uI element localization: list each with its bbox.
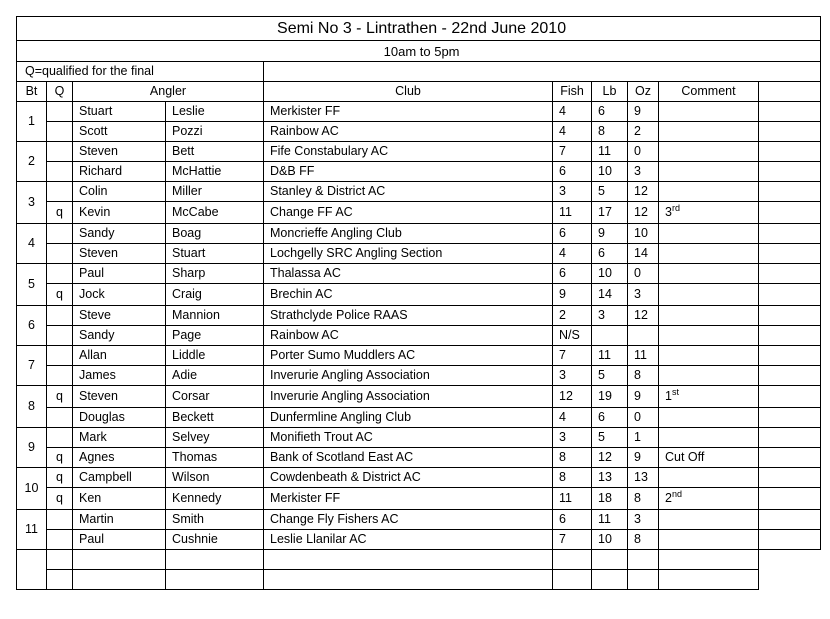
fish-count: 3 [553,366,592,386]
club-name: Rainbow AC [264,122,553,142]
angler-first-name: Sandy [73,326,166,346]
table-row [17,102,821,122]
blank-cell [659,550,759,570]
comment [659,162,759,182]
angler-last-name: Bett [166,142,264,162]
angler-last-name: Stuart [166,244,264,264]
weight-lb: 13 [592,468,628,488]
weight-oz: 2 [628,122,659,142]
club-name: Rainbow AC [264,326,553,346]
comment [659,448,759,468]
angler-first-name: Richard [73,162,166,182]
club-name: Leslie Llanilar AC [264,530,553,550]
qualified-mark [47,244,73,264]
angler-first-name: James [73,366,166,386]
weight-oz: 0 [628,408,659,428]
header-bt: Bt [17,82,47,102]
comment [659,244,759,264]
extra-cell [759,122,821,142]
table-row [17,346,821,366]
blank-cell [47,550,73,570]
weight-oz: 0 [628,264,659,284]
club-name: Fife Constabulary AC [264,142,553,162]
boat-number: 10 [17,468,47,510]
comment [659,142,759,162]
angler-last-name: Sharp [166,264,264,284]
comment [659,510,759,530]
comment [659,122,759,142]
qualified-mark [47,264,73,284]
extra-cell [759,202,821,224]
club-name: Brechin AC [264,284,553,306]
weight-lb: 18 [592,488,628,510]
club-name: Merkister FF [264,488,553,510]
blank-cell [592,550,628,570]
weight-lb: 6 [592,244,628,264]
boat-number: 7 [17,346,47,386]
weight-oz: 3 [628,284,659,306]
blank-cell [264,550,553,570]
blank-boat-cell [17,550,47,590]
weight-oz: 14 [628,244,659,264]
weight-oz: 8 [628,488,659,510]
table-row [17,510,821,530]
weight-oz: 11 [628,346,659,366]
weight-lb: 14 [592,284,628,306]
qualified-mark [47,224,73,244]
weight-lb: 10 [592,530,628,550]
weight-oz: 0 [628,142,659,162]
club-name: Change Fly Fishers AC [264,510,553,530]
table-row [17,468,821,488]
weight-oz [628,326,659,346]
boat-number: 8 [17,386,47,428]
club-name: Bank of Scotland East AC [264,448,553,468]
weight-lb: 11 [592,510,628,530]
weight-lb: 3 [592,306,628,326]
angler-last-name: Beckett [166,408,264,428]
angler-last-name: Miller [166,182,264,202]
angler-first-name: Steven [73,244,166,264]
angler-first-name: Steven [73,386,166,408]
table-row [17,182,821,202]
weight-lb: 12 [592,448,628,468]
angler-last-name: Adie [166,366,264,386]
angler-last-name: Boag [166,224,264,244]
extra-cell [759,428,821,448]
extra-cell [759,448,821,468]
header-row [17,82,821,102]
qualified-mark [47,162,73,182]
extra-cell [759,162,821,182]
weight-lb: 6 [592,408,628,428]
extra-cell [759,408,821,428]
boat-number: 11 [17,510,47,550]
blank-cell [73,550,166,570]
club-name: Cowdenbeath & District AC [264,468,553,488]
extra-cell [759,142,821,162]
weight-oz: 12 [628,202,659,224]
comment [659,202,759,224]
fish-count: 2 [553,306,592,326]
comment [659,306,759,326]
qualified-mark [47,102,73,122]
results-table [16,16,821,590]
extra-cell [759,468,821,488]
angler-last-name: Pozzi [166,122,264,142]
extra-cell [759,102,821,122]
qualified-mark [47,306,73,326]
angler-first-name: Sandy [73,224,166,244]
club-name: Porter Sumo Muddlers AC [264,346,553,366]
extra-cell [759,306,821,326]
table-row [17,448,821,468]
club-name: Stanley & District AC [264,182,553,202]
table-row [17,428,821,448]
weight-lb: 5 [592,366,628,386]
weight-lb: 5 [592,182,628,202]
fish-count: 6 [553,264,592,284]
angler-last-name: Cushnie [166,530,264,550]
comment [659,366,759,386]
header-comment: Comment [659,82,759,102]
table-row [17,284,821,306]
table-row [17,142,821,162]
blank-cell [553,570,592,590]
blank-cell [166,570,264,590]
table-row [17,202,821,224]
weight-lb [592,326,628,346]
angler-last-name: Selvey [166,428,264,448]
angler-first-name: Martin [73,510,166,530]
angler-last-name: Craig [166,284,264,306]
angler-first-name: Steve [73,306,166,326]
weight-oz: 1 [628,428,659,448]
extra-cell [759,264,821,284]
comment [659,408,759,428]
qualified-mark [47,346,73,366]
blank-cell [166,550,264,570]
qualified-mark [47,510,73,530]
qualified-mark: q [47,448,73,468]
fish-count: 6 [553,510,592,530]
blank-cell [659,570,759,590]
boat-number: 3 [17,182,47,224]
weight-oz: 3 [628,162,659,182]
angler-first-name: Colin [73,182,166,202]
boat-number: 2 [17,142,47,182]
boat-number: 1 [17,102,47,142]
qualified-mark: q [47,386,73,408]
blank-row [17,570,821,590]
blank-cell [553,550,592,570]
extra-cell [759,224,821,244]
extra-cell [759,530,821,550]
extra-cell [759,488,821,510]
boat-number: 4 [17,224,47,264]
angler-first-name: Paul [73,530,166,550]
table-row [17,122,821,142]
fish-count: 7 [553,142,592,162]
comment-ordinal-suffix: st [671,386,679,397]
time-range: 10am to 5pm [17,41,821,62]
angler-first-name: Douglas [73,408,166,428]
angler-first-name: Ken [73,488,166,510]
fish-count: 11 [553,488,592,510]
qualified-mark [47,530,73,550]
comment [659,284,759,306]
header-fish: Fish [553,82,592,102]
weight-oz: 8 [628,366,659,386]
angler-first-name: Jock [73,284,166,306]
angler-last-name: Corsar [166,386,264,408]
angler-last-name: Leslie [166,102,264,122]
qualified-mark: q [47,468,73,488]
comment-text: 1 [665,389,672,403]
comment [659,488,759,510]
weight-oz: 13 [628,468,659,488]
club-name: Change FF AC [264,202,553,224]
table-row [17,408,821,428]
blank-cell [628,570,659,590]
weight-lb: 5 [592,428,628,448]
comment [659,386,759,408]
qualified-mark [47,366,73,386]
angler-first-name: Agnes [73,448,166,468]
blank-row [17,550,821,570]
qualified-mark: q [47,202,73,224]
club-name: Monifieth Trout AC [264,428,553,448]
extra-cell [759,244,821,264]
comment [659,224,759,244]
comment [659,428,759,448]
extra-cell [759,510,821,530]
blank-cell [73,570,166,590]
qualification-note: Q=qualified for the final [17,62,264,82]
weight-lb: 11 [592,142,628,162]
qualified-mark [47,326,73,346]
table-row [17,386,821,408]
header-lb: Lb [592,82,628,102]
qualified-mark [47,408,73,428]
weight-lb: 17 [592,202,628,224]
weight-oz: 10 [628,224,659,244]
table-row [17,224,821,244]
fish-count: 3 [553,428,592,448]
weight-oz: 12 [628,182,659,202]
header-club: Club [264,82,553,102]
fish-count: 7 [553,530,592,550]
comment-ordinal-suffix: nd [671,488,682,499]
fish-count: 4 [553,408,592,428]
weight-lb: 11 [592,346,628,366]
extra-cell [759,326,821,346]
angler-first-name: Allan [73,346,166,366]
table-row [17,244,821,264]
boat-number: 6 [17,306,47,346]
weight-lb: 9 [592,224,628,244]
weight-oz: 9 [628,102,659,122]
table-row [17,530,821,550]
club-name: D&B FF [264,162,553,182]
club-name: Inverurie Angling Association [264,386,553,408]
angler-last-name: Smith [166,510,264,530]
page-title: Semi No 3 - Lintrathen - 22nd June 2010 [17,17,821,41]
fish-count: 4 [553,244,592,264]
weight-lb: 19 [592,386,628,408]
header-angler: Angler [73,82,264,102]
note-spacer [264,62,553,82]
angler-first-name: Scott [73,122,166,142]
angler-first-name: Paul [73,264,166,284]
comment [659,346,759,366]
comment [659,468,759,488]
qualified-mark [47,122,73,142]
fish-count: N/S [553,326,592,346]
qualified-mark: q [47,284,73,306]
angler-first-name: Kevin [73,202,166,224]
club-name: Dunfermline Angling Club [264,408,553,428]
weight-oz: 3 [628,510,659,530]
blank-cell [47,570,73,590]
comment [659,102,759,122]
extra-cell [759,366,821,386]
weight-oz: 12 [628,306,659,326]
header-oz: Oz [628,82,659,102]
angler-last-name: McCabe [166,202,264,224]
boat-number: 9 [17,428,47,468]
qualified-mark [47,142,73,162]
header-q: Q [47,82,73,102]
blank-cell [264,570,553,590]
extra-cell [759,386,821,408]
table-row [17,488,821,510]
table-row [17,326,821,346]
blank-cell [628,550,659,570]
weight-lb: 6 [592,102,628,122]
comment-text: 3 [665,205,672,219]
angler-last-name: Wilson [166,468,264,488]
fish-count: 11 [553,202,592,224]
angler-first-name: Campbell [73,468,166,488]
fish-count: 12 [553,386,592,408]
extra-cell [759,182,821,202]
fish-count: 4 [553,122,592,142]
comment-ordinal-suffix: rd [671,202,680,213]
fish-count: 3 [553,182,592,202]
blank-cell [592,570,628,590]
fish-count: 6 [553,224,592,244]
angler-first-name: Mark [73,428,166,448]
qualified-mark [47,428,73,448]
fish-count: 6 [553,162,592,182]
extra-cell [759,346,821,366]
weight-oz: 9 [628,448,659,468]
header-extra [759,82,821,102]
fish-count: 9 [553,284,592,306]
weight-oz: 9 [628,386,659,408]
club-name: Strathclyde Police RAAS [264,306,553,326]
fish-count: 8 [553,448,592,468]
comment [659,530,759,550]
weight-oz: 8 [628,530,659,550]
table-row [17,306,821,326]
weight-lb: 8 [592,122,628,142]
angler-last-name: Thomas [166,448,264,468]
comment [659,264,759,284]
club-name: Inverurie Angling Association [264,366,553,386]
angler-last-name: Page [166,326,264,346]
comment-text: 2 [665,491,672,505]
fish-count: 7 [553,346,592,366]
qualified-mark [47,182,73,202]
fish-count: 4 [553,102,592,122]
table-row [17,366,821,386]
boat-number: 5 [17,264,47,306]
comment [659,326,759,346]
angler-last-name: McHattie [166,162,264,182]
weight-lb: 10 [592,162,628,182]
angler-first-name: Steven [73,142,166,162]
comment-text: Cut Off [665,450,705,464]
extra-cell [759,284,821,306]
club-name: Lochgelly SRC Angling Section [264,244,553,264]
angler-last-name: Liddle [166,346,264,366]
angler-last-name: Kennedy [166,488,264,510]
angler-last-name: Mannion [166,306,264,326]
club-name: Thalassa AC [264,264,553,284]
qualified-mark: q [47,488,73,510]
club-name: Merkister FF [264,102,553,122]
table-row [17,162,821,182]
fish-count: 8 [553,468,592,488]
table-row [17,264,821,284]
angler-first-name: Stuart [73,102,166,122]
weight-lb: 10 [592,264,628,284]
club-name: Moncrieffe Angling Club [264,224,553,244]
comment [659,182,759,202]
